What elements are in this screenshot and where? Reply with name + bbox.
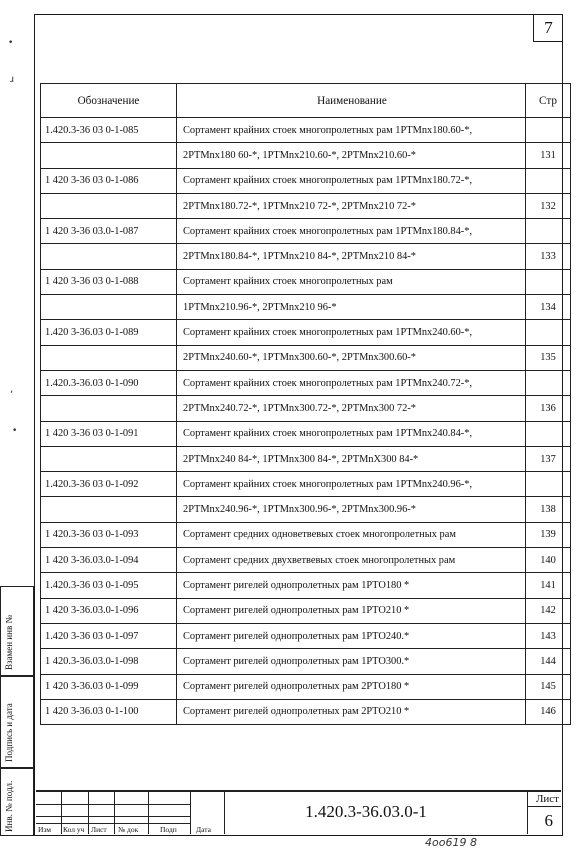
table-row — [41, 674, 571, 699]
table-row — [41, 598, 571, 623]
row-page: 133 — [526, 244, 571, 269]
row-page: 143 — [526, 623, 571, 648]
row-page: 141 — [526, 573, 571, 598]
row-page — [526, 219, 571, 244]
row-name: Сортамент крайних стоек многопролетных рам 1PTMnx180.72-*, — [177, 168, 526, 193]
row-designation: 1 420.3-36.03.0-1-098 — [41, 649, 177, 674]
row-designation: 1 420 3-36.03.0-1-094 — [41, 548, 177, 573]
row-page: 138 — [526, 497, 571, 522]
tb-col-kol: Кол уч — [63, 825, 85, 834]
row-name: Сортамент ригелей однопролетных рам 1PTO180 * — [177, 573, 526, 598]
row-designation — [41, 396, 177, 421]
row-name: 2PTMnx240 84-*, 1PTMnx300 84-*, 2PTMnX300 84-* — [177, 446, 526, 471]
row-page — [526, 472, 571, 497]
table-row — [41, 396, 571, 421]
table-row — [41, 244, 571, 269]
row-page: 144 — [526, 649, 571, 674]
row-page: 137 — [526, 446, 571, 471]
row-designation — [41, 446, 177, 471]
header-designation: Обозначение — [41, 84, 177, 118]
row-name: 1PTMnx210.96-*, 2PTMnx210 96-* — [177, 295, 526, 320]
table-row — [41, 320, 571, 345]
row-name: 2PTMnx240.72-*, 1PTMnx300.72-*, 2PTMnx300 72-* — [177, 396, 526, 421]
table-row — [41, 446, 571, 471]
row-page: 135 — [526, 345, 571, 370]
row-designation: 1.420 3-36 03 0-1-097 — [41, 623, 177, 648]
row-page: 145 — [526, 674, 571, 699]
table-row — [41, 143, 571, 168]
table-row — [41, 497, 571, 522]
title-block — [36, 790, 561, 834]
table-row — [41, 649, 571, 674]
row-name: Сортамент крайних стоек многопролетных рам 1PTMnx240.84-*, — [177, 421, 526, 446]
row-designation — [41, 143, 177, 168]
row-name: 2PTMnx240.96-*, 1PTMnx300.96-*, 2PTMnx300.96-* — [177, 497, 526, 522]
row-designation: 1 420 3-36 03.0-1-087 — [41, 219, 177, 244]
table-row — [41, 421, 571, 446]
row-page — [526, 370, 571, 395]
row-page: 131 — [526, 143, 571, 168]
scan-mark: • — [8, 38, 14, 48]
row-name: Сортамент средних одноветвевых стоек многопролетных рам — [177, 522, 526, 547]
row-name: Сортамент крайних стоек многопролетных рам 1PTMnx180.60-*, — [177, 118, 526, 143]
tb-col-date: Дата — [196, 825, 211, 834]
row-designation — [41, 193, 177, 218]
row-designation: 1 420.3-36 03 0-1-093 — [41, 522, 177, 547]
row-designation: 1 420 3-36.03 0-1-100 — [41, 699, 177, 724]
sheet-number: 6 — [544, 811, 553, 830]
header-name: Наименование — [177, 84, 526, 118]
header-page: Стр — [526, 84, 571, 118]
table-row — [41, 269, 571, 294]
handwritten-note: 4оо619 8 — [425, 836, 477, 849]
row-name: Сортамент крайних стоек многопролетных рам 1PTMnx240.72-*, — [177, 370, 526, 395]
row-name: Сортамент ригелей однопролетных рам 2PTO210 * — [177, 699, 526, 724]
row-designation: 1 420 3-36.03.0-1-096 — [41, 598, 177, 623]
row-name: 2PTMnx180 60-*, 1PTMnx210.60-*, 2PTMnx210.60-* — [177, 143, 526, 168]
row-designation — [41, 295, 177, 320]
side-label-replace: Взамен инв № — [4, 614, 14, 670]
table-row — [41, 295, 571, 320]
table-row — [41, 573, 571, 598]
row-designation: 1.420 3-36.03 0-1-089 — [41, 320, 177, 345]
table-row — [41, 623, 571, 648]
table-row — [41, 522, 571, 547]
table-row — [41, 472, 571, 497]
row-designation: 1 420 3-36 03 0-1-086 — [41, 168, 177, 193]
tb-col-list: Лист — [91, 825, 107, 834]
row-name: Сортамент ригелей однопролетных рам 1PTO210 * — [177, 598, 526, 623]
row-page — [526, 320, 571, 345]
row-page — [526, 421, 571, 446]
table-row — [41, 548, 571, 573]
table-row — [41, 219, 571, 244]
row-designation: 1.420.3-36 03 0-1-095 — [41, 573, 177, 598]
row-name: Сортамент ригелей однопролетных рам 2PTO180 * — [177, 674, 526, 699]
side-label-signature: Подпись и дата — [4, 703, 14, 762]
row-name: Сортамент ригелей однопролетных рам 1PTO300.* — [177, 649, 526, 674]
row-page — [526, 269, 571, 294]
scan-mark: , — [10, 384, 14, 395]
row-name: Сортамент крайних стоек многопролетных рам — [177, 269, 526, 294]
row-name: 2PTMnx180.72-*, 1PTMnx210 72-*, 2PTMnx210 72-* — [177, 193, 526, 218]
table-row — [41, 193, 571, 218]
row-name: 2PTMnx240.60-*, 1PTMnx300.60-*, 2PTMnx300.60-* — [177, 345, 526, 370]
table-row — [41, 168, 571, 193]
table-row — [41, 699, 571, 724]
row-page: 134 — [526, 295, 571, 320]
row-name: Сортамент крайних стоек многопролетных рам 1PTMnx240.60-*, — [177, 320, 526, 345]
row-page: 140 — [526, 548, 571, 573]
row-page — [526, 118, 571, 143]
row-page — [526, 168, 571, 193]
row-designation: 1 420 3-36.03 0-1-099 — [41, 674, 177, 699]
row-name: 2PTMnx180.84-*, 1PTMnx210 84-*, 2PTMnx210 84-* — [177, 244, 526, 269]
row-designation: 1.420.3-36 03 0-1-092 — [41, 472, 177, 497]
page-number-box: 7 — [533, 14, 563, 42]
table-header-row — [41, 84, 571, 118]
row-designation: 1 420 3-36 03 0-1-088 — [41, 269, 177, 294]
row-page: 142 — [526, 598, 571, 623]
document-code: 1.420.3-36.03.0-1 — [305, 802, 427, 821]
table-row — [41, 370, 571, 395]
sheet-label: Лист — [535, 793, 559, 805]
row-name: Сортамент ригелей однопролетных рам 1PTO240.* — [177, 623, 526, 648]
side-stamp — [0, 586, 34, 836]
row-name: Сортамент крайних стоек многопролетных рам 1PTMnx180.84-*, — [177, 219, 526, 244]
row-page: 132 — [526, 193, 571, 218]
row-page: 146 — [526, 699, 571, 724]
side-label-inventory: Инв. № подл. — [4, 780, 14, 832]
tb-col-doc: № док — [118, 825, 139, 834]
row-name: Сортамент крайних стоек многопролетных рам 1PTMnx240.96-*, — [177, 472, 526, 497]
row-designation — [41, 244, 177, 269]
contents-table — [40, 83, 571, 725]
scan-mark: ɹ — [10, 74, 15, 85]
row-designation — [41, 345, 177, 370]
row-designation: 1.420.3-36 03 0-1-085 — [41, 118, 177, 143]
tb-col-izm: Изм — [38, 825, 52, 834]
table-row — [41, 345, 571, 370]
row-designation — [41, 497, 177, 522]
row-designation: 1.420.3-36.03 0-1-090 — [41, 370, 177, 395]
row-designation: 1 420 3-36 03 0-1-091 — [41, 421, 177, 446]
row-name: Сортамент средних двухветвевых стоек многопролетных рам — [177, 548, 526, 573]
table-row — [41, 118, 571, 143]
row-page: 136 — [526, 396, 571, 421]
scan-mark: • — [12, 426, 18, 436]
row-page: 139 — [526, 522, 571, 547]
tb-col-sign: Подп — [160, 825, 177, 834]
